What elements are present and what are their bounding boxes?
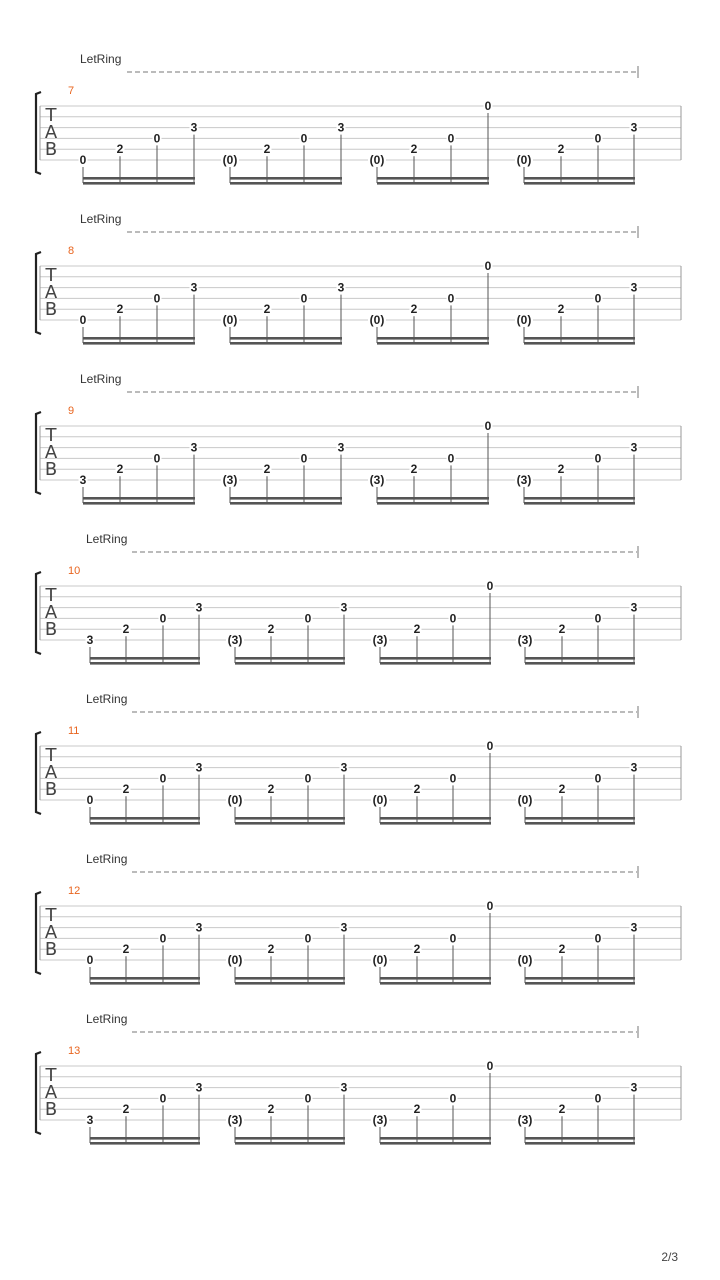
fret-number: 3 [340,600,348,615]
beam [525,1137,635,1140]
page-number: 2/3 [661,1250,678,1264]
fret-number: 0 [153,131,161,146]
fret-number: 0 [300,291,308,306]
fret-number: 3 [195,600,203,615]
fret-number: 2 [267,942,275,957]
fret-number: 0 [159,931,167,946]
beam [90,982,200,985]
fret-number: 2 [558,782,566,797]
bar-number: 11 [68,725,80,737]
fret-number: 0 [449,931,457,946]
fret-number: 2 [267,1102,275,1117]
tab-system [36,212,681,345]
fret-number: 0 [486,1059,494,1073]
letring-label: LetRing [86,852,128,866]
tab-system [36,852,681,985]
fret-number: 3 [630,600,638,615]
note-group [86,601,204,665]
fret-number: 2 [558,942,566,957]
fret-number: 0 [486,579,494,593]
note-group [221,441,346,505]
note-group [79,441,199,505]
beam [235,662,345,665]
fret-number: 0 [159,771,167,786]
fret-number: 2 [413,942,421,957]
beam [377,337,489,340]
beam [235,1137,345,1140]
fret-number: 0 [153,291,161,306]
fret-number: 2 [116,302,124,317]
note-group [221,121,346,185]
tab-clef-letter: T [45,265,57,286]
letring-label: LetRing [80,212,122,226]
fret-number: 3 [337,280,345,295]
fret-number: 3 [630,120,638,135]
beam [230,342,342,345]
fret-number: (0) [369,313,385,327]
fret-number: 3 [630,280,638,295]
tab-clef-letter: B [44,779,58,800]
beam [230,182,342,185]
beam [524,497,635,500]
fret-number: (3) [369,473,385,487]
tab-clef-letter: B [44,139,58,160]
tab-clef-letter: A [44,442,58,463]
beam [230,502,342,505]
fret-number: (3) [227,1113,243,1127]
beam [230,337,342,340]
fret-number: 0 [594,451,602,466]
fret-number: 0 [484,259,492,273]
fret-number: 0 [594,291,602,306]
beam [377,497,489,500]
fret-number: 0 [86,953,94,967]
fret-number: 0 [449,771,457,786]
fret-number: (3) [516,473,532,487]
beam [525,817,635,820]
tab-clef-letter: A [44,602,58,623]
note-group [86,761,204,825]
note-group [226,921,349,985]
beam [83,342,195,345]
fret-number: 3 [340,1080,348,1095]
note-group [516,601,639,665]
fret-number: 2 [558,622,566,637]
note-group [79,121,199,185]
tab-clef-letter: B [44,619,58,640]
beam [380,657,491,660]
tab-clef-letter: T [45,745,57,766]
beam [380,662,491,665]
fret-number: (0) [222,153,238,167]
fret-number: 3 [630,760,638,775]
fret-number: (0) [517,953,533,967]
fret-number: 2 [558,1102,566,1117]
beam [90,662,200,665]
fret-number: 2 [122,622,130,637]
note-group [371,899,495,985]
fret-number: 2 [122,942,130,957]
beam [525,662,635,665]
beam [524,177,635,180]
beam [235,1142,345,1145]
letring-label: LetRing [86,532,128,546]
note-group [221,281,346,345]
beam [83,182,195,185]
beam [525,657,635,660]
note-group [516,1081,639,1145]
beam [524,337,635,340]
beam [83,497,195,500]
fret-number: 3 [340,920,348,935]
fret-number: (0) [516,313,532,327]
note-group [79,281,199,345]
tab-clef-letter: B [44,299,58,320]
beam [235,817,345,820]
fret-number: (3) [517,633,533,647]
note-group [226,1081,349,1145]
letring-label: LetRing [80,52,122,66]
fret-number: 0 [594,771,602,786]
beam [380,1137,491,1140]
note-group [86,1081,204,1145]
tab-system [36,692,681,825]
fret-number: 0 [594,611,602,626]
bar-number: 12 [68,885,81,897]
fret-number: 0 [159,1091,167,1106]
fret-number: 2 [557,302,565,317]
letring-label: LetRing [80,372,122,386]
tab-clef-letter: B [44,459,58,480]
tab-clef-letter: B [44,939,58,960]
fret-number: 0 [449,1091,457,1106]
beam [525,822,635,825]
fret-number: 0 [79,153,87,167]
tab-clef-letter: T [45,105,57,126]
beam [90,1137,200,1140]
beam [377,177,489,180]
tab-clef-letter: A [44,282,58,303]
fret-number: 0 [594,131,602,146]
fret-number: (0) [222,313,238,327]
beam [525,1142,635,1145]
tab-clef-letter: T [45,905,57,926]
fret-number: 0 [300,451,308,466]
fret-number: 0 [447,451,455,466]
fret-number: (3) [372,1113,388,1127]
fret-number: 2 [410,302,418,317]
fret-number: 0 [79,313,87,327]
note-group [86,921,204,985]
fret-number: (0) [516,153,532,167]
beam [524,502,635,505]
beam [380,977,491,980]
fret-number: 3 [337,440,345,455]
fret-number: 0 [447,131,455,146]
fret-number: 2 [413,1102,421,1117]
fret-number: 3 [86,1113,94,1127]
letring-label: LetRing [86,1012,128,1026]
tab-clef-letter: T [45,1065,57,1086]
note-group [371,1059,495,1145]
fret-number: 2 [557,142,565,157]
beam [90,1142,200,1145]
fret-number: 0 [86,793,94,807]
beam [90,977,200,980]
fret-number: 0 [449,611,457,626]
note-group [515,441,639,505]
bar-number: 9 [68,405,75,417]
fret-number: 3 [86,633,94,647]
tab-clef-letter: T [45,585,57,606]
tab-clef-letter: A [44,122,58,143]
fret-number: (3) [517,1113,533,1127]
beam [83,177,195,180]
beam [380,982,491,985]
beam [377,502,489,505]
fret-number: 0 [159,611,167,626]
beam [380,822,491,825]
tab-system [36,1012,681,1145]
fret-number: 2 [413,622,421,637]
tab-clef-letter: A [44,762,58,783]
bar-number: 7 [68,85,75,97]
beam [524,342,635,345]
fret-number: (0) [517,793,533,807]
beam [380,1142,491,1145]
fret-number: 2 [557,462,565,477]
fret-number: 3 [195,760,203,775]
fret-number: 0 [594,931,602,946]
fret-number: (0) [372,953,388,967]
beam [90,822,200,825]
fret-number: 3 [195,1080,203,1095]
beam [90,817,200,820]
fret-number: (3) [372,633,388,647]
tab-system [36,52,681,185]
fret-number: (0) [227,953,243,967]
note-group [368,259,493,345]
fret-number: 3 [630,440,638,455]
fret-number: 0 [300,131,308,146]
note-group [368,99,493,185]
bar-number: 13 [68,1045,81,1057]
fret-number: 3 [190,440,198,455]
fret-number: 0 [484,419,492,433]
fret-number: 2 [413,782,421,797]
tab-system [36,532,681,665]
fret-number: 0 [594,1091,602,1106]
fret-number: 3 [79,473,87,487]
beam [235,982,345,985]
tab-clef-letter: A [44,922,58,943]
fret-number: 0 [486,899,494,913]
beam [377,342,489,345]
fret-number: 2 [267,782,275,797]
beam [90,657,200,660]
beam [83,502,195,505]
note-group [371,579,495,665]
fret-number: 2 [263,302,271,317]
bar-number: 8 [68,245,75,257]
fret-number: (3) [222,473,238,487]
fret-number: 2 [410,142,418,157]
beam [235,657,345,660]
tab-clef-letter: B [44,1099,58,1120]
bar-number: 10 [68,565,81,577]
fret-number: 2 [122,1102,130,1117]
note-group [516,921,639,985]
fret-number: (0) [369,153,385,167]
fret-number: 3 [630,1080,638,1095]
fret-number: 3 [190,120,198,135]
note-group [515,281,639,345]
fret-number: (3) [227,633,243,647]
beam [235,822,345,825]
fret-number: 0 [304,931,312,946]
fret-number: 0 [304,611,312,626]
beam [83,337,195,340]
fret-number: 3 [190,280,198,295]
tab-clef-letter: A [44,1082,58,1103]
letring-label: LetRing [86,692,128,706]
fret-number: 0 [304,1091,312,1106]
fret-number: (0) [227,793,243,807]
beam [525,977,635,980]
fret-number: 0 [304,771,312,786]
fret-number: 3 [340,760,348,775]
note-group [515,121,639,185]
fret-number: 2 [122,782,130,797]
note-group [371,739,495,825]
note-group [516,761,639,825]
beam [230,497,342,500]
fret-number: 2 [116,462,124,477]
beam [525,982,635,985]
fret-number: 0 [153,451,161,466]
fret-number: 0 [486,739,494,753]
beam [524,182,635,185]
fret-number: 0 [484,99,492,113]
fret-number: 2 [410,462,418,477]
note-group [368,419,493,505]
beam [230,177,342,180]
fret-number: (0) [372,793,388,807]
fret-number: 3 [195,920,203,935]
beam [235,977,345,980]
note-group [226,601,349,665]
fret-number: 0 [447,291,455,306]
fret-number: 2 [116,142,124,157]
tab-system [36,372,681,505]
beam [380,817,491,820]
beam [377,182,489,185]
note-group [226,761,349,825]
fret-number: 3 [630,920,638,935]
fret-number: 3 [337,120,345,135]
tab-clef-letter: T [45,425,57,446]
fret-number: 2 [267,622,275,637]
fret-number: 2 [263,142,271,157]
fret-number: 2 [263,462,271,477]
